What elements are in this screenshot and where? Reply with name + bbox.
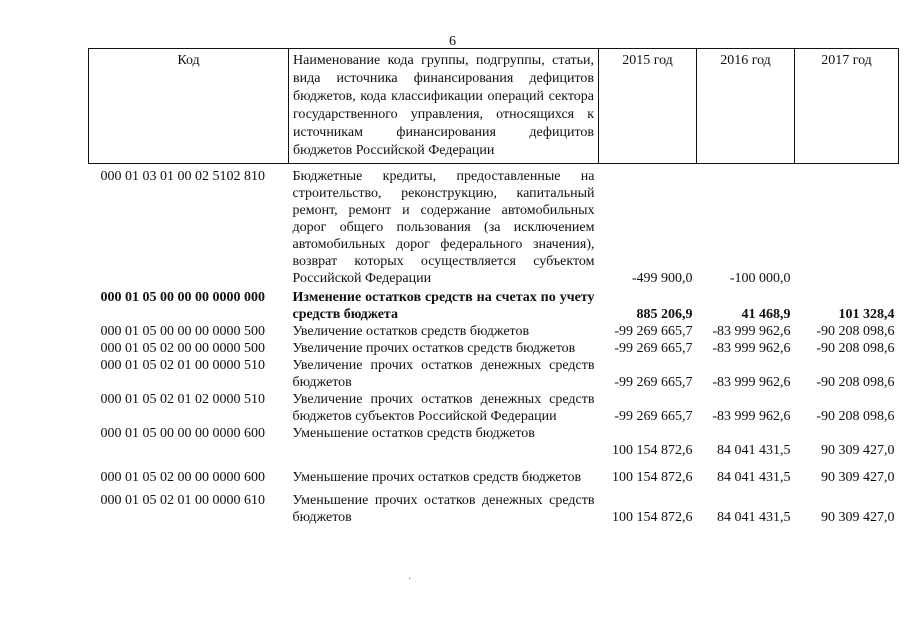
row-value-2017: 101 328,4 [838, 307, 895, 322]
row-name: Уменьшение прочих остатков денежных средств бюджетов [292, 493, 595, 525]
header-code: Код [89, 49, 289, 164]
row-value-2017: 90 309 427,0 [821, 470, 895, 485]
row-value-2015: 100 154 872,6 [612, 443, 693, 458]
table-row [89, 459, 899, 486]
header-2017: 2017 год [795, 49, 899, 164]
row-value-2017: 90 309 427,0 [821, 443, 895, 458]
table-row [89, 340, 899, 357]
row-name: Бюджетные кредиты, предоставленные на строительство, реконструкцию, капитальный ремонт, ремонт и содержание автомобильных дорог общего пользования (за исключением автомобильных дорог федерального значения), возврат которых осуществляется субъектом Российской Федерации [292, 169, 595, 286]
page-number: 6 [449, 34, 456, 49]
row-name: Увеличение прочих остатков денежных средств бюджетов субъектов Российской Федерации [292, 392, 595, 424]
table-row [89, 323, 899, 340]
row-value-2017: -90 208 098,6 [816, 375, 895, 390]
row-code: 000 01 03 01 00 02 5102 810 [100, 169, 265, 184]
row-name: Изменение остатков средств на счетах по учету средств бюджета [292, 290, 595, 322]
row-value-2016: 41 468,9 [741, 307, 791, 322]
row-name: Увеличение прочих остатков средств бюджетов [292, 341, 576, 356]
table-header [89, 49, 899, 164]
row-value-2016: -100 000,0 [729, 271, 791, 286]
budget-sources-table [88, 48, 899, 526]
header-name: Наименование кода группы, подгруппы, статьи, вида источника финансирования дефицитов бюджетов, кода классификации операций сектора государственного управления, относящихся к источникам финансирования дефицитов бюджетов Российской Федерации [289, 49, 599, 164]
table-row [89, 425, 899, 459]
row-code: 000 01 05 00 00 00 0000 000 [100, 290, 265, 305]
row-name: Уменьшение прочих остатков средств бюджетов [292, 470, 582, 485]
table-body [89, 164, 899, 527]
table-row [89, 287, 899, 323]
row-value-2017: -90 208 098,6 [816, 324, 895, 339]
table-row [89, 486, 899, 526]
row-value-2016: -83 999 962,6 [712, 341, 791, 356]
row-code: 000 01 05 02 00 00 0000 600 [100, 470, 265, 485]
row-value-2015: 100 154 872,6 [612, 470, 693, 485]
row-value-2016: 84 041 431,5 [717, 470, 791, 485]
row-value-2015: -99 269 665,7 [614, 375, 693, 390]
row-value-2016: -83 999 962,6 [712, 324, 791, 339]
row-value-2016: -83 999 962,6 [712, 375, 791, 390]
table-row [89, 357, 899, 391]
row-name: Уменьшение остатков средств бюджетов [292, 426, 535, 441]
row-value-2015: -99 269 665,7 [614, 341, 693, 356]
row-value-2015: -499 900,0 [631, 271, 693, 286]
row-value-2016: -83 999 962,6 [712, 409, 791, 424]
header-2016: 2016 год [697, 49, 795, 164]
row-code: 000 01 05 02 01 00 0000 510 [100, 358, 265, 373]
row-value-2017 [795, 164, 899, 288]
scan-speck: · [408, 574, 412, 585]
row-value-2016: 84 041 431,5 [717, 510, 791, 525]
table-row [89, 164, 899, 288]
table-row [89, 391, 899, 425]
row-name: Увеличение прочих остатков денежных средств бюджетов [292, 358, 595, 390]
row-value-2016: 84 041 431,5 [717, 443, 791, 458]
row-value-2017: -90 208 098,6 [816, 409, 895, 424]
header-2015: 2015 год [599, 49, 697, 164]
row-value-2015: -99 269 665,7 [614, 324, 693, 339]
row-code: 000 01 05 02 01 02 0000 510 [100, 392, 265, 407]
row-value-2015: -99 269 665,7 [614, 409, 693, 424]
row-code: 000 01 05 00 00 00 0000 600 [100, 426, 265, 441]
row-code: 000 01 05 00 00 00 0000 500 [100, 324, 265, 339]
row-value-2015: 100 154 872,6 [612, 510, 693, 525]
row-name: Увеличение остатков средств бюджетов [292, 324, 530, 339]
row-value-2017: -90 208 098,6 [816, 341, 895, 356]
row-code: 000 01 05 02 01 00 0000 610 [100, 493, 265, 508]
row-value-2015: 885 206,9 [636, 307, 693, 322]
row-value-2017: 90 309 427,0 [821, 510, 895, 525]
row-code: 000 01 05 02 00 00 0000 500 [100, 341, 265, 356]
